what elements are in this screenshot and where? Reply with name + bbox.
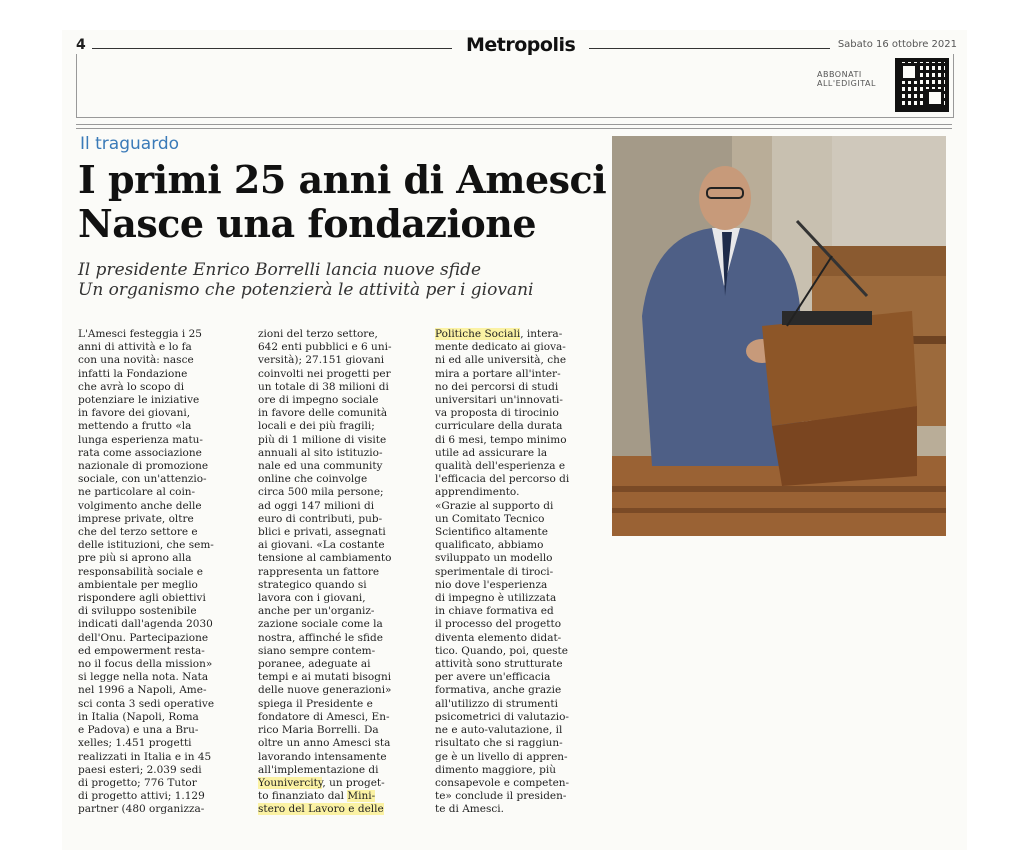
subheadline-line-2: Un organismo che potenzierà le attività per i giovani — [78, 280, 534, 300]
subheadline-line-1: Il presidente Enrico Borrelli lancia nuove sfide — [78, 260, 482, 280]
qr-code-icon[interactable] — [895, 58, 949, 112]
subheadline — [78, 260, 618, 300]
column-3-text: , intera- mente dedicato ai giova- ni ed alle università, che mira a portare all'inter- no dei percorsi di studi universitari un'innovati- va proposta di tirocinio curriculare della durata di 6 mesi, tempo minimo utile ad assicurare la qualità dell'esperienza e l'efficacia del percorso di apprendimento. «Grazie al supporto di un Comitato Tecnico Scientifico altamente qualificato, abbiamo sviluppato un modello sperimentale di tiroci- nio dove l'esperienza di impegno è utilizzata in chiave formativa ed il processo del progetto diventa elemento didat- tico. Quando, poi, queste attività sono strutturate per avere un'efficacia formativa, anche grazie all'utilizzo di strumenti psicometrici di valutazio- ne e auto-valutazione, il risultato che si raggiun- ge è un livello di appren- dimento maggiore, più consapevole e competen- te» conclude il presiden- te di Amesci. — [435, 328, 570, 816]
highlight-politiche-sociali: Politiche Sociali — [435, 328, 521, 340]
abbonati-label: ABBONATI ALL'EDIGITAL — [817, 70, 876, 88]
highlight-ministero: Mini- stero del Lavoro e delle — [258, 790, 384, 816]
newspaper-page — [62, 30, 967, 850]
article-column-1: L'Amesci festeggia i 25 anni di attività e lo fa con una novità: nasce infatti la Fondazione che avrà lo scopo di potenziare le iniziative in favore dei giovani, mettendo a frutto «la lunga esperienza matu- rata come associazione nazionale di promozione sociale, con un'attenzio- ne particolare al coin- volgimento anche delle imprese private, oltre che del terzo settore e delle istituzioni, che sem- pre più si aprono alla responsabilità sociale e ambientale per meglio rispondere agli obiettivi di sviluppo sostenibile indicati dall'agenda 2030 dell'Onu. Partecipazione ed empowerment resta- no il focus della mission» si legge nella nota. Nata nel 1996 a Napoli, Ame- sci conta 3 sedi operative in Italia (Napoli, Roma e Padova) e una a Bru- xelles; 1.451 progetti realizzati in Italia e in 45 paesi esteri; 2.039 sedi di progetto; 776 Tutor di progetto attivi; 1.129 partner (480 organizza- — [78, 328, 215, 816]
column-2-text: zioni del terzo settore, 642 enti pubblici e 6 uni- versità); 27.151 giovani coinvolti nei progetti per un totale di 38 milioni di ore di impegno sociale in favore delle comunità locali e dei più fragili; più di 1 milione di visite annuali al sito istituzio- nale ed una community online che coinvolge circa 500 mila persone; ad oggi 147 milioni di euro di contributi, pub- blici e privati, assegnati ai giovani. «La costante tensione al cambiamento rappresenta un fattore strategico quando si lavora con i giovani, anche per un'organiz- zazione sociale come la nostra, affinché le sfide siano sempre contem- poranee, adeguate ai tempi e ai mutati bisogni delle nuove generazioni» spiega il Presidente e fondatore di Amesci, En- rico Maria Borrelli. Da oltre un anno Amesci sta lavorando intensamente all'implementazione di — [258, 328, 392, 776]
issue-date: Sabato 16 ottobre 2021 — [830, 39, 957, 50]
highlight-younivercity: Younivercity — [258, 776, 323, 789]
photo-illustration — [612, 136, 946, 536]
header-double-rule — [76, 124, 952, 129]
column-2-text-after: , un proget- to finanziato dal — [258, 776, 385, 803]
headline — [78, 158, 618, 246]
page-number: 4 — [76, 37, 86, 53]
kicker: Il traguardo — [80, 134, 180, 154]
article-column-3 — [435, 328, 605, 817]
headline-line-2: Nasce una fondazione — [78, 201, 537, 246]
article-column-2 — [258, 328, 428, 817]
empty-column-area — [617, 560, 957, 850]
photo-speaker-at-podium — [612, 136, 946, 536]
masthead: Metropolis — [452, 34, 589, 56]
headline-line-1: I primi 25 anni di Amesci — [78, 157, 607, 202]
